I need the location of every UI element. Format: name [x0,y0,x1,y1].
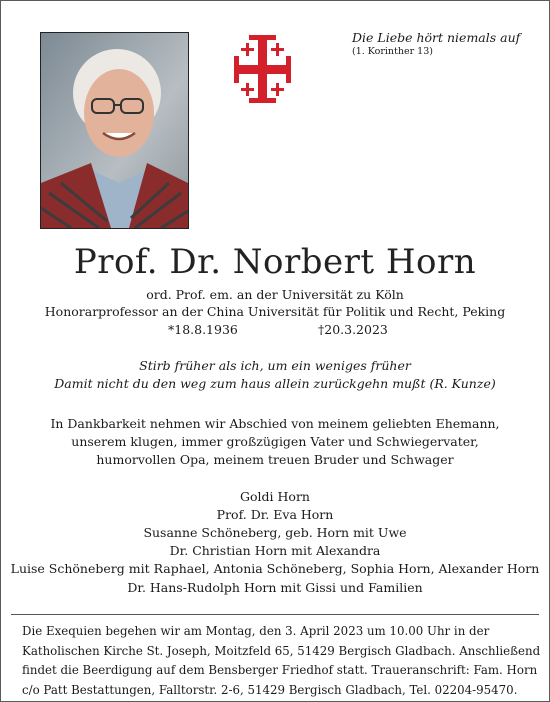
gratitude-line-2: unserem klugen, immer großzügigen Vater und Schwiegervater, [71,434,479,449]
funeral-line-2: Katholischen Kirche St. Joseph, Moitzfeld 65, 51429 Bergisch Gladbach. Anschließend [22,643,541,658]
motto-reference: (1. Korinther 13) [352,46,433,57]
divider-rule [11,614,539,615]
motto-quote: Die Liebe hört niemals auf [352,30,521,45]
gratitude-line-3: humorvollen Opa, meinem treuen Bruder und Schwager [96,452,454,467]
jerusalem-cross-icon [232,33,293,105]
mourner-line: Susanne Schöneberg, geb. Horn mit Uwe [143,525,407,540]
title-line-1: ord. Prof. em. an der Universität zu Köln [146,287,404,302]
birth-date: *18.8.1936 [168,322,238,337]
portrait-photo [40,32,189,229]
deceased-name: Prof. Dr. Norbert Horn [73,242,477,282]
poem-line-2: Damit nicht du den weg zum haus allein zurückgehn mußt (R. Kunze) [54,376,496,391]
death-date: †20.3.2023 [318,322,388,337]
mourner-line: Dr. Christian Horn mit Alexandra [169,543,381,558]
funeral-line-1: Die Exequien begehen wir am Montag, den 3. April 2023 um 10.00 Uhr in der [22,624,490,638]
mourner-line: Luise Schöneberg mit Raphael, Antonia Schöneberg, Sophia Horn, Alexander Horn [10,561,540,576]
poem-line-1: Stirb früher als ich, um ein weniges früher [139,358,411,373]
funeral-line-4: c/o Patt Bestattungen, Falltorstr. 2-6, 51429 Bergisch Gladbach, Tel. 02204-95470. [22,682,518,697]
cross-symbol [234,35,291,103]
mourner-line: Prof. Dr. Eva Horn [216,507,334,522]
funeral-line-3: findet die Beerdigung auf dem Bensberger Friedhof statt. Traueranschrift: Fam. Horn [22,663,538,677]
funeral-details [22,622,540,700]
mourner-line: Goldi Horn [240,489,310,504]
mourner-line: Dr. Hans-Rudolph Horn mit Gissi und Familien [127,580,423,595]
gratitude-line-1: In Dankbarkeit nehmen wir Abschied von meinem geliebten Ehemann, [50,416,500,431]
title-line-2: Honorarprofessor an der China Universität für Politik und Recht, Peking [44,304,506,319]
